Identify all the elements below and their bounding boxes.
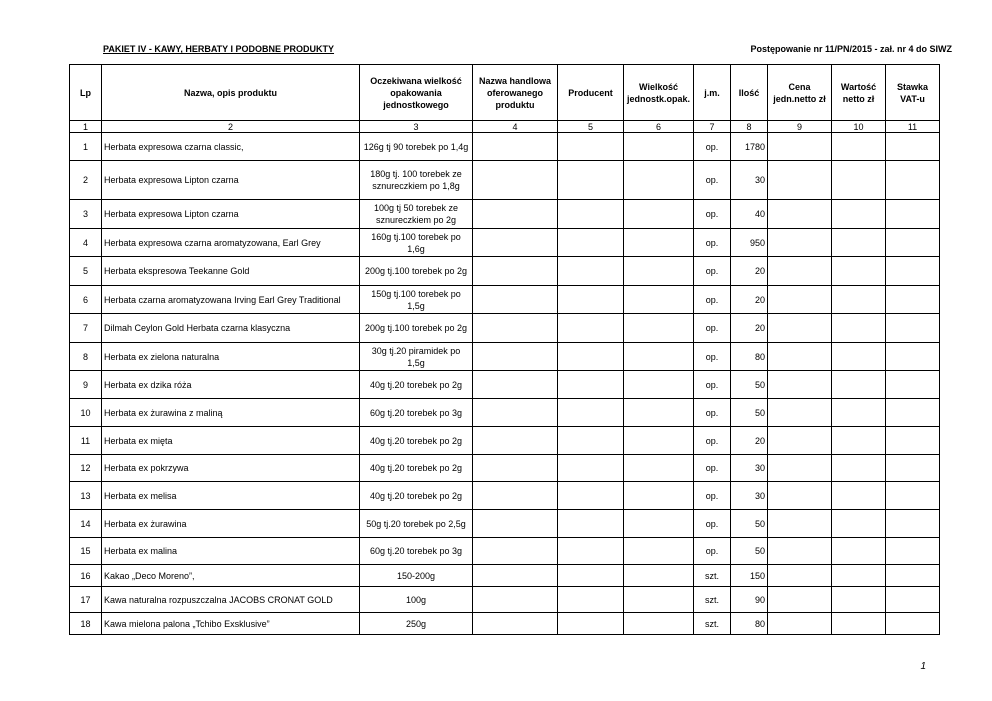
row-quantity: 1780 [731, 133, 768, 161]
col-header-expected-size: Oczekiwana wielkość opakowania jednostkowego [360, 65, 473, 121]
row-producer-cell[interactable] [558, 455, 624, 482]
row-lp: 10 [70, 399, 102, 427]
table-row [70, 314, 940, 343]
row-unit-size-cell[interactable] [624, 565, 694, 587]
row-product-name: Herbata ex dzika róża [102, 371, 360, 399]
row-unit-price-cell[interactable] [768, 510, 832, 538]
row-net-value-cell[interactable] [832, 161, 886, 200]
row-expected-size: 30g tj.20 piramidek po 1,5g [360, 343, 473, 371]
row-quantity: 40 [731, 200, 768, 229]
col-header-unit-size: Wielkość jednostk.opak. [624, 65, 694, 121]
row-producer-cell[interactable] [558, 229, 624, 257]
row-unit-price-cell[interactable] [768, 343, 832, 371]
row-lp: 17 [70, 587, 102, 613]
row-expected-size: 50g tj.20 torebek po 2,5g [360, 510, 473, 538]
row-unit-size-cell[interactable] [624, 587, 694, 613]
row-expected-size: 40g tj.20 torebek po 2g [360, 455, 473, 482]
row-vat-rate-cell[interactable] [886, 538, 940, 565]
row-unit: op. [694, 257, 731, 286]
row-unit-price-cell[interactable] [768, 133, 832, 161]
row-producer-cell[interactable] [558, 133, 624, 161]
row-net-value-cell[interactable] [832, 613, 886, 635]
col-header-unit: j.m. [694, 65, 731, 121]
row-unit-size-cell[interactable] [624, 399, 694, 427]
row-vat-rate-cell[interactable] [886, 565, 940, 587]
row-unit-size-cell[interactable] [624, 538, 694, 565]
column-number: 9 [768, 121, 832, 133]
table-row [70, 161, 940, 200]
row-unit-size-cell[interactable] [624, 257, 694, 286]
row-unit-size-cell[interactable] [624, 343, 694, 371]
row-expected-size: 100g tj 50 torebek ze sznureczkiem po 2g [360, 200, 473, 229]
row-quantity: 50 [731, 538, 768, 565]
row-unit: op. [694, 200, 731, 229]
col-header-trade-name: Nazwa handlowa oferowanego produktu [473, 65, 558, 121]
row-unit: szt. [694, 613, 731, 635]
column-number: 7 [694, 121, 731, 133]
row-unit-size-cell[interactable] [624, 314, 694, 343]
row-unit-price-cell[interactable] [768, 587, 832, 613]
table-row [70, 587, 940, 613]
row-product-name: Herbata expresowa czarna aromatyzowana, Earl Grey [102, 229, 360, 257]
row-unit-size-cell[interactable] [624, 200, 694, 229]
row-unit-price-cell[interactable] [768, 565, 832, 587]
row-net-value-cell[interactable] [832, 587, 886, 613]
row-producer-cell[interactable] [558, 538, 624, 565]
row-unit-size-cell[interactable] [624, 286, 694, 314]
row-lp: 4 [70, 229, 102, 257]
col-header-vat-rate: Stawka VAT-u [886, 65, 940, 121]
row-product-name: Herbata ex zielona naturalna [102, 343, 360, 371]
row-lp: 3 [70, 200, 102, 229]
row-vat-rate-cell[interactable] [886, 286, 940, 314]
row-unit: op. [694, 510, 731, 538]
row-expected-size: 200g tj.100 torebek po 2g [360, 314, 473, 343]
row-trade-name-cell[interactable] [473, 161, 558, 200]
column-number: 11 [886, 121, 940, 133]
row-trade-name-cell[interactable] [473, 565, 558, 587]
row-quantity: 50 [731, 371, 768, 399]
column-number: 3 [360, 121, 473, 133]
row-quantity: 20 [731, 257, 768, 286]
row-product-name: Dilmah Ceylon Gold Herbata czarna klasyczna [102, 314, 360, 343]
row-vat-rate-cell[interactable] [886, 200, 940, 229]
table-row [70, 482, 940, 510]
row-producer-cell[interactable] [558, 200, 624, 229]
row-net-value-cell[interactable] [832, 482, 886, 510]
row-product-name: Kawa mielona palona „Tchibo Exsklusive” [102, 613, 360, 635]
row-producer-cell[interactable] [558, 286, 624, 314]
row-producer-cell[interactable] [558, 427, 624, 455]
row-lp: 1 [70, 133, 102, 161]
row-net-value-cell[interactable] [832, 229, 886, 257]
row-producer-cell[interactable] [558, 343, 624, 371]
row-product-name: Kawa naturalna rozpuszczalna JACOBS CRONAT GOLD [102, 587, 360, 613]
row-net-value-cell[interactable] [832, 399, 886, 427]
column-number: 8 [731, 121, 768, 133]
row-unit-price-cell[interactable] [768, 538, 832, 565]
row-lp: 14 [70, 510, 102, 538]
row-producer-cell[interactable] [558, 587, 624, 613]
column-number: 4 [473, 121, 558, 133]
row-vat-rate-cell[interactable] [886, 314, 940, 343]
row-unit-price-cell[interactable] [768, 455, 832, 482]
row-vat-rate-cell[interactable] [886, 371, 940, 399]
row-net-value-cell[interactable] [832, 343, 886, 371]
row-unit-size-cell[interactable] [624, 510, 694, 538]
column-number: 10 [832, 121, 886, 133]
row-net-value-cell[interactable] [832, 200, 886, 229]
row-lp: 5 [70, 257, 102, 286]
row-net-value-cell[interactable] [832, 286, 886, 314]
row-unit-price-cell[interactable] [768, 371, 832, 399]
row-expected-size: 60g tj.20 torebek po 3g [360, 399, 473, 427]
table-row [70, 343, 940, 371]
table-row [70, 200, 940, 229]
row-vat-rate-cell[interactable] [886, 510, 940, 538]
row-quantity: 20 [731, 314, 768, 343]
row-expected-size: 40g tj.20 torebek po 2g [360, 482, 473, 510]
row-net-value-cell[interactable] [832, 455, 886, 482]
row-lp: 8 [70, 343, 102, 371]
row-producer-cell[interactable] [558, 482, 624, 510]
section-title: PAKIET IV - KAWY, HERBATY I PODOBNE PRODUKTY [103, 44, 335, 54]
column-number: 6 [624, 121, 694, 133]
row-lp: 7 [70, 314, 102, 343]
row-unit-size-cell[interactable] [624, 613, 694, 635]
row-trade-name-cell[interactable] [473, 510, 558, 538]
row-trade-name-cell[interactable] [473, 371, 558, 399]
row-unit-price-cell[interactable] [768, 427, 832, 455]
row-producer-cell[interactable] [558, 510, 624, 538]
row-unit-size-cell[interactable] [624, 371, 694, 399]
row-unit: op. [694, 314, 731, 343]
row-lp: 15 [70, 538, 102, 565]
row-producer-cell[interactable] [558, 565, 624, 587]
row-unit: op. [694, 482, 731, 510]
row-lp: 18 [70, 613, 102, 635]
row-unit: op. [694, 343, 731, 371]
row-net-value-cell[interactable] [832, 371, 886, 399]
row-vat-rate-cell[interactable] [886, 587, 940, 613]
row-expected-size: 100g [360, 587, 473, 613]
table-row [70, 371, 940, 399]
row-vat-rate-cell[interactable] [886, 455, 940, 482]
row-unit: op. [694, 399, 731, 427]
col-header-unit-price: Cena jedn.netto zł [768, 65, 832, 121]
column-number: 2 [102, 121, 360, 133]
row-quantity: 50 [731, 399, 768, 427]
row-unit: op. [694, 538, 731, 565]
row-trade-name-cell[interactable] [473, 538, 558, 565]
row-lp: 2 [70, 161, 102, 200]
row-unit-size-cell[interactable] [624, 133, 694, 161]
row-unit-price-cell[interactable] [768, 613, 832, 635]
table-row [70, 399, 940, 427]
row-expected-size: 40g tj.20 torebek po 2g [360, 371, 473, 399]
row-producer-cell[interactable] [558, 257, 624, 286]
row-vat-rate-cell[interactable] [886, 482, 940, 510]
row-vat-rate-cell[interactable] [886, 257, 940, 286]
table-row [70, 427, 940, 455]
row-vat-rate-cell[interactable] [886, 133, 940, 161]
row-vat-rate-cell[interactable] [886, 427, 940, 455]
row-unit: op. [694, 455, 731, 482]
row-producer-cell[interactable] [558, 161, 624, 200]
row-unit: op. [694, 133, 731, 161]
row-quantity: 20 [731, 286, 768, 314]
row-unit: szt. [694, 565, 731, 587]
row-expected-size: 200g tj.100 torebek po 2g [360, 257, 473, 286]
row-trade-name-cell[interactable] [473, 343, 558, 371]
row-expected-size: 180g tj. 100 torebek ze sznureczkiem po 1,8g [360, 161, 473, 200]
row-trade-name-cell[interactable] [473, 286, 558, 314]
row-unit-price-cell[interactable] [768, 482, 832, 510]
table-row [70, 455, 940, 482]
header-row [70, 65, 940, 121]
row-product-name: Herbata ex malina [102, 538, 360, 565]
table-row [70, 613, 940, 635]
row-trade-name-cell[interactable] [473, 200, 558, 229]
column-number: 5 [558, 121, 624, 133]
row-producer-cell[interactable] [558, 371, 624, 399]
row-unit-price-cell[interactable] [768, 200, 832, 229]
column-number: 1 [70, 121, 102, 133]
row-producer-cell[interactable] [558, 399, 624, 427]
row-unit: op. [694, 371, 731, 399]
row-net-value-cell[interactable] [832, 510, 886, 538]
column-number-row [70, 121, 940, 133]
row-vat-rate-cell[interactable] [886, 161, 940, 200]
row-expected-size: 40g tj.20 torebek po 2g [360, 427, 473, 455]
row-unit-price-cell[interactable] [768, 399, 832, 427]
row-unit-size-cell[interactable] [624, 482, 694, 510]
row-unit: op. [694, 161, 731, 200]
row-quantity: 150 [731, 565, 768, 587]
col-header-name: Nazwa, opis produktu [102, 65, 360, 121]
row-product-name: Herbata ex żurawina [102, 510, 360, 538]
row-trade-name-cell[interactable] [473, 229, 558, 257]
row-quantity: 80 [731, 613, 768, 635]
row-product-name: Kakao „Deco Moreno”, [102, 565, 360, 587]
row-product-name: Herbata ekspresowa Teekanne Gold [102, 257, 360, 286]
row-lp: 11 [70, 427, 102, 455]
row-unit-price-cell[interactable] [768, 229, 832, 257]
table-row [70, 538, 940, 565]
row-net-value-cell[interactable] [832, 133, 886, 161]
row-product-name: Herbata expresowa Lipton czarna [102, 200, 360, 229]
row-vat-rate-cell[interactable] [886, 229, 940, 257]
row-net-value-cell[interactable] [832, 257, 886, 286]
table-row [70, 565, 940, 587]
row-unit-price-cell[interactable] [768, 314, 832, 343]
row-product-name: Herbata ex melisa [102, 482, 360, 510]
row-expected-size: 150-200g [360, 565, 473, 587]
row-trade-name-cell[interactable] [473, 587, 558, 613]
row-net-value-cell[interactable] [832, 427, 886, 455]
col-header-producer: Producent [558, 65, 624, 121]
row-lp: 16 [70, 565, 102, 587]
row-quantity: 30 [731, 482, 768, 510]
row-lp: 6 [70, 286, 102, 314]
row-unit-price-cell[interactable] [768, 257, 832, 286]
row-unit-price-cell[interactable] [768, 161, 832, 200]
row-producer-cell[interactable] [558, 613, 624, 635]
row-net-value-cell[interactable] [832, 314, 886, 343]
row-unit-size-cell[interactable] [624, 229, 694, 257]
row-unit-size-cell[interactable] [624, 427, 694, 455]
table-row [70, 257, 940, 286]
table-row [70, 510, 940, 538]
row-lp: 12 [70, 455, 102, 482]
row-lp: 13 [70, 482, 102, 510]
row-expected-size: 250g [360, 613, 473, 635]
row-unit-size-cell[interactable] [624, 455, 694, 482]
row-quantity: 50 [731, 510, 768, 538]
row-expected-size: 60g tj.20 torebek po 3g [360, 538, 473, 565]
row-quantity: 90 [731, 587, 768, 613]
row-trade-name-cell[interactable] [473, 427, 558, 455]
row-expected-size: 160g tj.100 torebek po 1,6g [360, 229, 473, 257]
row-quantity: 80 [731, 343, 768, 371]
row-quantity: 20 [731, 427, 768, 455]
row-trade-name-cell[interactable] [473, 257, 558, 286]
row-unit: szt. [694, 587, 731, 613]
row-product-name: Herbata czarna aromatyzowana Irving Earl Grey Traditional [102, 286, 360, 314]
row-net-value-cell[interactable] [832, 538, 886, 565]
row-unit: op. [694, 229, 731, 257]
row-unit-size-cell[interactable] [624, 161, 694, 200]
col-header-quantity: Ilość [731, 65, 768, 121]
row-trade-name-cell[interactable] [473, 314, 558, 343]
row-trade-name-cell[interactable] [473, 133, 558, 161]
row-quantity: 30 [731, 161, 768, 200]
row-producer-cell[interactable] [558, 314, 624, 343]
table-row [70, 133, 940, 161]
row-expected-size: 126g tj 90 torebek po 1,4g [360, 133, 473, 161]
row-product-name: Herbata ex pokrzywa [102, 455, 360, 482]
col-header-lp: Lp [70, 65, 102, 121]
table-row [70, 286, 940, 314]
row-unit: op. [694, 286, 731, 314]
table-row [70, 229, 940, 257]
row-product-name: Herbata ex mięta [102, 427, 360, 455]
row-vat-rate-cell[interactable] [886, 613, 940, 635]
row-expected-size: 150g tj.100 torebek po 1,5g [360, 286, 473, 314]
row-product-name: Herbata expresowa czarna classic, [102, 133, 360, 161]
row-unit: op. [694, 427, 731, 455]
row-product-name: Herbata ex żurawina z maliną [102, 399, 360, 427]
row-trade-name-cell[interactable] [473, 399, 558, 427]
row-trade-name-cell[interactable] [473, 455, 558, 482]
row-quantity: 30 [731, 455, 768, 482]
row-trade-name-cell[interactable] [473, 482, 558, 510]
row-vat-rate-cell[interactable] [886, 399, 940, 427]
product-table [69, 64, 940, 635]
col-header-net-value: Wartość netto zł [832, 65, 886, 121]
row-net-value-cell[interactable] [832, 565, 886, 587]
page-number: 1 [920, 661, 926, 672]
row-trade-name-cell[interactable] [473, 613, 558, 635]
row-product-name: Herbata expresowa Lipton czarna [102, 161, 360, 200]
row-quantity: 950 [731, 229, 768, 257]
procedure-reference: Postępowanie nr 11/PN/2015 - zał. nr 4 do SIWZ [750, 44, 952, 54]
row-lp: 9 [70, 371, 102, 399]
row-vat-rate-cell[interactable] [886, 343, 940, 371]
row-unit-price-cell[interactable] [768, 286, 832, 314]
